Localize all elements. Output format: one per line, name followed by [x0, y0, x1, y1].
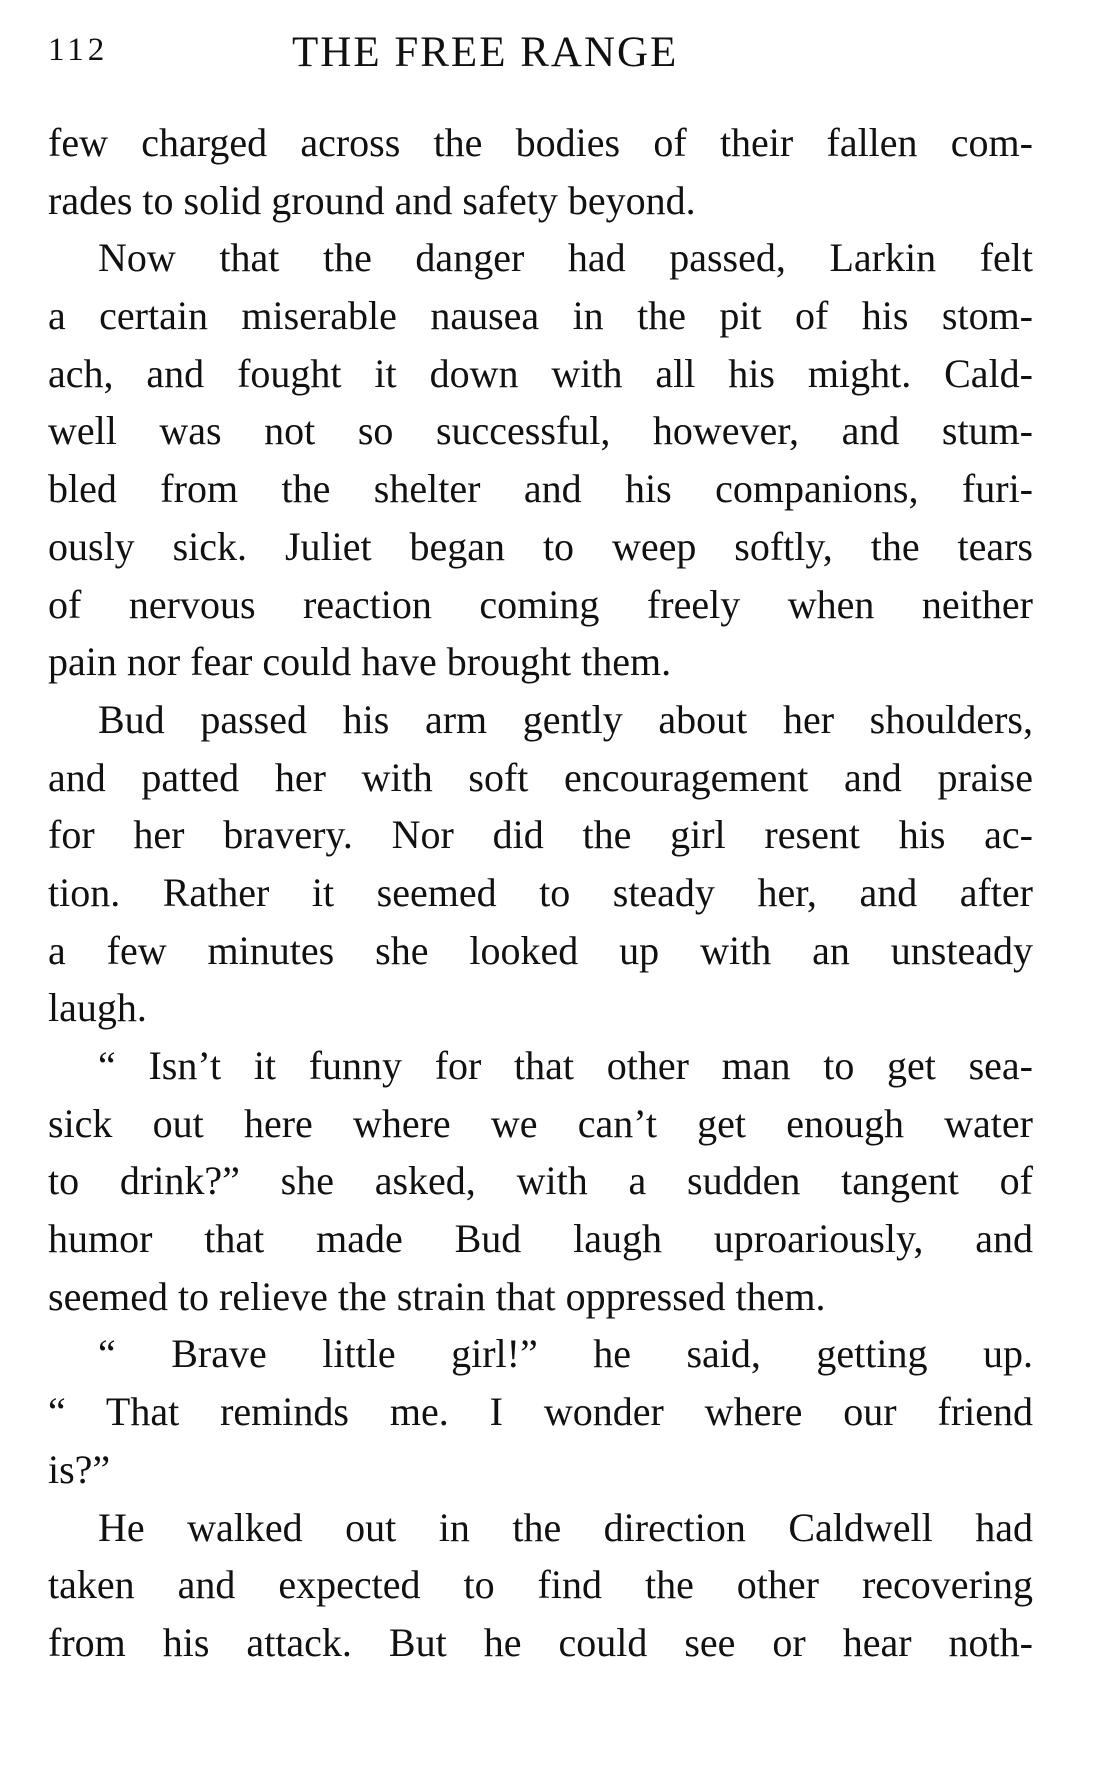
text-line: and patted her with soft encouragement and praise [48, 754, 1033, 800]
text-line: pain nor fear could have brought them. [48, 639, 672, 685]
text-line: Bud passed his arm gently about her shoulders, [98, 696, 1033, 742]
text-line: a certain miserable nausea in the pit of his stom- [48, 293, 1033, 339]
text-line: ously sick. Juliet began to weep softly, the tears [48, 523, 1033, 569]
text-line: tion. Rather it seemed to steady her, and after [48, 869, 1033, 915]
running-head [48, 28, 1033, 84]
text-line: ach, and fought it down with all his might. Cald- [48, 350, 1033, 396]
text-line: from his attack. But he could see or hear noth- [48, 1619, 1033, 1665]
text-line: to drink?” she asked, with a sudden tangent of [48, 1158, 1033, 1204]
text-line: He walked out in the direction Caldwell had [98, 1504, 1033, 1550]
text-line: a few minutes she looked up with an unsteady [48, 927, 1033, 973]
text-line: is?” [48, 1446, 111, 1492]
text-line: rades to solid ground and safety beyond. [48, 177, 696, 223]
text-line: bled from the shelter and his companions, furi- [48, 466, 1033, 512]
text-line: for her bravery. Nor did the girl resent his ac- [48, 812, 1033, 858]
page-number: 112 [48, 32, 109, 68]
text-line: taken and expected to find the other recovering [48, 1562, 1033, 1608]
text-line: sick out here where we can’t get enough water [48, 1100, 1033, 1146]
body-text [48, 114, 1033, 1672]
running-title: THE FREE RANGE [292, 29, 679, 76]
text-line: Now that the danger had passed, Larkin felt [98, 235, 1033, 281]
text-line: few charged across the bodies of their fallen com- [48, 120, 1033, 165]
text-line: well was not so successful, however, and stum- [48, 408, 1033, 454]
text-line: “ Isn’t it funny for that other man to get sea- [98, 1043, 1033, 1088]
text-line: “ That reminds me. I wonder where our friend [48, 1389, 1033, 1435]
text-line: seemed to relieve the strain that oppressed them. [48, 1273, 826, 1319]
text-line: of nervous reaction coming freely when neither [48, 581, 1033, 627]
text-line: laugh. [48, 985, 147, 1031]
text-line: “ Brave little girl!” he said, getting up. [98, 1331, 1033, 1377]
text-line: humor that made Bud laugh uproariously, and [48, 1216, 1033, 1262]
